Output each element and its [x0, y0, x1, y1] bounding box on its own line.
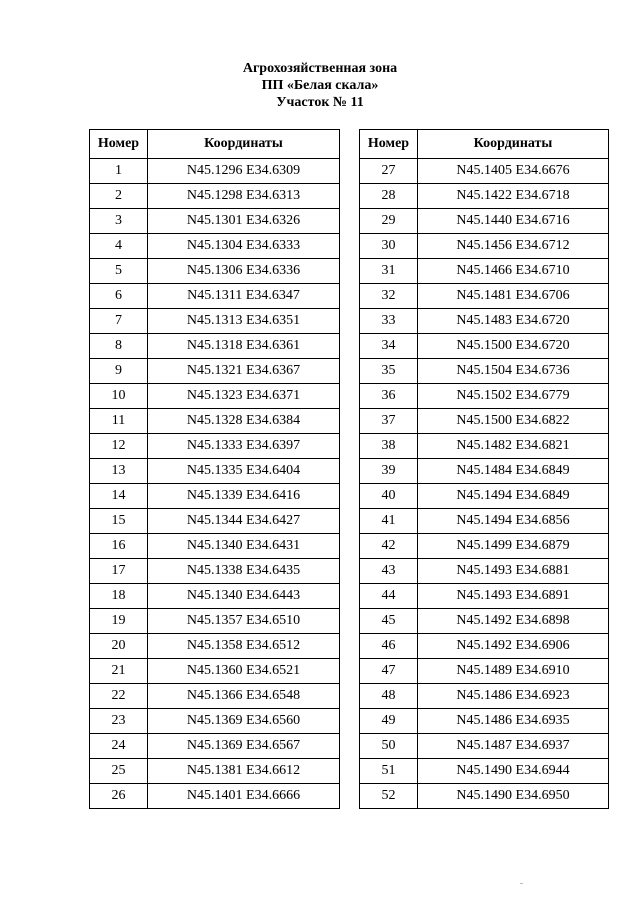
table-body-right: [360, 159, 609, 809]
point-coordinates: N45.1486 E34.6935: [418, 709, 609, 734]
point-coordinates: N45.1339 E34.6416: [148, 484, 340, 509]
point-coordinates: N45.1369 E34.6567: [148, 734, 340, 759]
table-row: [90, 659, 340, 684]
table-row: [90, 534, 340, 559]
table-row: [360, 359, 609, 384]
table-row: [360, 209, 609, 234]
point-coordinates: N45.1489 E34.6910: [418, 659, 609, 684]
point-number: 17: [90, 559, 148, 584]
point-number: 5: [90, 259, 148, 284]
point-coordinates: N45.1493 E34.6881: [418, 559, 609, 584]
point-coordinates: N45.1500 E34.6822: [418, 409, 609, 434]
point-coordinates: N45.1338 E34.6435: [148, 559, 340, 584]
point-number: 37: [360, 409, 418, 434]
point-coordinates: N45.1381 E34.6612: [148, 759, 340, 784]
point-number: 26: [90, 784, 148, 809]
coordinates-table-left: [89, 129, 340, 809]
column-header-number: Номер: [360, 130, 418, 159]
table-row: [90, 559, 340, 584]
table-row: [90, 359, 340, 384]
point-number: 13: [90, 459, 148, 484]
point-coordinates: N45.1422 E34.6718: [418, 184, 609, 209]
table-row: [90, 234, 340, 259]
table-row: [90, 509, 340, 534]
table-row: [360, 759, 609, 784]
table-row: [360, 484, 609, 509]
point-number: 29: [360, 209, 418, 234]
point-coordinates: N45.1401 E34.6666: [148, 784, 340, 809]
point-coordinates: N45.1490 E34.6950: [418, 784, 609, 809]
table-row: [360, 784, 609, 809]
table-row: [360, 734, 609, 759]
table-header-row: [360, 130, 609, 159]
point-coordinates: N45.1482 E34.6821: [418, 434, 609, 459]
point-coordinates: N45.1296 E34.6309: [148, 159, 340, 184]
point-number: 15: [90, 509, 148, 534]
point-number: 45: [360, 609, 418, 634]
point-coordinates: N45.1333 E34.6397: [148, 434, 340, 459]
header-park-name: ПП «Белая скала»: [261, 78, 379, 93]
point-coordinates: N45.1311 E34.6347: [148, 284, 340, 309]
table-row: [360, 159, 609, 184]
point-number: 42: [360, 534, 418, 559]
table-row: [90, 634, 340, 659]
document-header: [0, 60, 640, 111]
point-coordinates: N45.1360 E34.6521: [148, 659, 340, 684]
table-row: [90, 784, 340, 809]
point-coordinates: N45.1494 E34.6856: [418, 509, 609, 534]
point-number: 34: [360, 334, 418, 359]
point-coordinates: N45.1298 E34.6313: [148, 184, 340, 209]
point-coordinates: N45.1490 E34.6944: [418, 759, 609, 784]
table-row: [360, 384, 609, 409]
table-row: [90, 334, 340, 359]
point-coordinates: N45.1304 E34.6333: [148, 234, 340, 259]
point-number: 35: [360, 359, 418, 384]
point-coordinates: N45.1483 E34.6720: [418, 309, 609, 334]
table-row: [90, 409, 340, 434]
scan-artifact: [520, 883, 523, 884]
point-coordinates: N45.1484 E34.6849: [418, 459, 609, 484]
table-row: [360, 234, 609, 259]
table-row: [360, 459, 609, 484]
table-row: [90, 284, 340, 309]
point-coordinates: N45.1328 E34.6384: [148, 409, 340, 434]
point-coordinates: N45.1499 E34.6879: [418, 534, 609, 559]
table-row: [90, 159, 340, 184]
point-number: 3: [90, 209, 148, 234]
point-coordinates: N45.1358 E34.6512: [148, 634, 340, 659]
point-coordinates: N45.1306 E34.6336: [148, 259, 340, 284]
point-coordinates: N45.1492 E34.6898: [418, 609, 609, 634]
point-number: 1: [90, 159, 148, 184]
point-number: 36: [360, 384, 418, 409]
point-number: 41: [360, 509, 418, 534]
point-number: 14: [90, 484, 148, 509]
table-row: [90, 584, 340, 609]
table-row: [90, 209, 340, 234]
point-coordinates: N45.1487 E34.6937: [418, 734, 609, 759]
point-number: 7: [90, 309, 148, 334]
point-number: 31: [360, 259, 418, 284]
point-number: 48: [360, 684, 418, 709]
table-body-left: [90, 159, 340, 809]
point-coordinates: N45.1301 E34.6326: [148, 209, 340, 234]
point-number: 9: [90, 359, 148, 384]
table-row: [360, 309, 609, 334]
point-coordinates: N45.1493 E34.6891: [418, 584, 609, 609]
point-number: 10: [90, 384, 148, 409]
table-row: [90, 384, 340, 409]
point-coordinates: N45.1405 E34.6676: [418, 159, 609, 184]
table-row: [360, 259, 609, 284]
point-number: 50: [360, 734, 418, 759]
table-row: [360, 609, 609, 634]
point-coordinates: N45.1323 E34.6371: [148, 384, 340, 409]
point-number: 20: [90, 634, 148, 659]
point-coordinates: N45.1344 E34.6427: [148, 509, 340, 534]
point-coordinates: N45.1313 E34.6351: [148, 309, 340, 334]
point-coordinates: N45.1466 E34.6710: [418, 259, 609, 284]
point-coordinates: N45.1340 E34.6431: [148, 534, 340, 559]
point-number: 6: [90, 284, 148, 309]
table-row: [90, 459, 340, 484]
table-row: [360, 659, 609, 684]
point-number: 32: [360, 284, 418, 309]
point-coordinates: N45.1504 E34.6736: [418, 359, 609, 384]
point-number: 11: [90, 409, 148, 434]
table-row: [90, 259, 340, 284]
point-number: 28: [360, 184, 418, 209]
point-number: 23: [90, 709, 148, 734]
point-number: 2: [90, 184, 148, 209]
point-number: 4: [90, 234, 148, 259]
point-coordinates: N45.1440 E34.6716: [418, 209, 609, 234]
table-row: [90, 734, 340, 759]
point-coordinates: N45.1500 E34.6720: [418, 334, 609, 359]
table-header-row: [90, 130, 340, 159]
point-number: 52: [360, 784, 418, 809]
table-row: [90, 434, 340, 459]
point-number: 21: [90, 659, 148, 684]
point-number: 16: [90, 534, 148, 559]
point-number: 49: [360, 709, 418, 734]
point-number: 12: [90, 434, 148, 459]
table-row: [360, 409, 609, 434]
table-row: [360, 509, 609, 534]
point-number: 24: [90, 734, 148, 759]
table-row: [360, 584, 609, 609]
point-number: 46: [360, 634, 418, 659]
table-row: [360, 184, 609, 209]
point-coordinates: N45.1369 E34.6560: [148, 709, 340, 734]
point-coordinates: N45.1335 E34.6404: [148, 459, 340, 484]
point-coordinates: N45.1481 E34.6706: [418, 284, 609, 309]
table-row: [360, 634, 609, 659]
point-coordinates: N45.1502 E34.6779: [418, 384, 609, 409]
header-zone-title: Агрохозяйственная зона: [242, 61, 398, 76]
point-number: 43: [360, 559, 418, 584]
point-number: 27: [360, 159, 418, 184]
column-header-coordinates: Координаты: [148, 130, 340, 159]
table-row: [90, 759, 340, 784]
header-plot-number: Участок № 11: [276, 95, 364, 110]
table-row: [90, 484, 340, 509]
point-number: 39: [360, 459, 418, 484]
point-coordinates: N45.1492 E34.6906: [418, 634, 609, 659]
column-header-coordinates: Координаты: [418, 130, 609, 159]
point-number: 25: [90, 759, 148, 784]
table-row: [90, 309, 340, 334]
point-coordinates: N45.1357 E34.6510: [148, 609, 340, 634]
point-number: 33: [360, 309, 418, 334]
table-row: [360, 559, 609, 584]
point-number: 30: [360, 234, 418, 259]
table-row: [360, 284, 609, 309]
point-number: 51: [360, 759, 418, 784]
point-coordinates: N45.1340 E34.6443: [148, 584, 340, 609]
point-number: 47: [360, 659, 418, 684]
point-coordinates: N45.1321 E34.6367: [148, 359, 340, 384]
table-row: [90, 609, 340, 634]
point-number: 22: [90, 684, 148, 709]
table-row: [360, 534, 609, 559]
point-number: 38: [360, 434, 418, 459]
table-row: [360, 434, 609, 459]
point-number: 8: [90, 334, 148, 359]
point-number: 18: [90, 584, 148, 609]
point-coordinates: N45.1494 E34.6849: [418, 484, 609, 509]
point-coordinates: N45.1366 E34.6548: [148, 684, 340, 709]
table-row: [90, 709, 340, 734]
point-coordinates: N45.1456 E34.6712: [418, 234, 609, 259]
table-row: [360, 334, 609, 359]
point-number: 19: [90, 609, 148, 634]
column-header-number: Номер: [90, 130, 148, 159]
point-coordinates: N45.1486 E34.6923: [418, 684, 609, 709]
point-number: 44: [360, 584, 418, 609]
point-coordinates: N45.1318 E34.6361: [148, 334, 340, 359]
table-row: [90, 184, 340, 209]
coordinates-table-right: [359, 129, 609, 809]
table-row: [360, 684, 609, 709]
table-row: [360, 709, 609, 734]
table-row: [90, 684, 340, 709]
point-number: 40: [360, 484, 418, 509]
